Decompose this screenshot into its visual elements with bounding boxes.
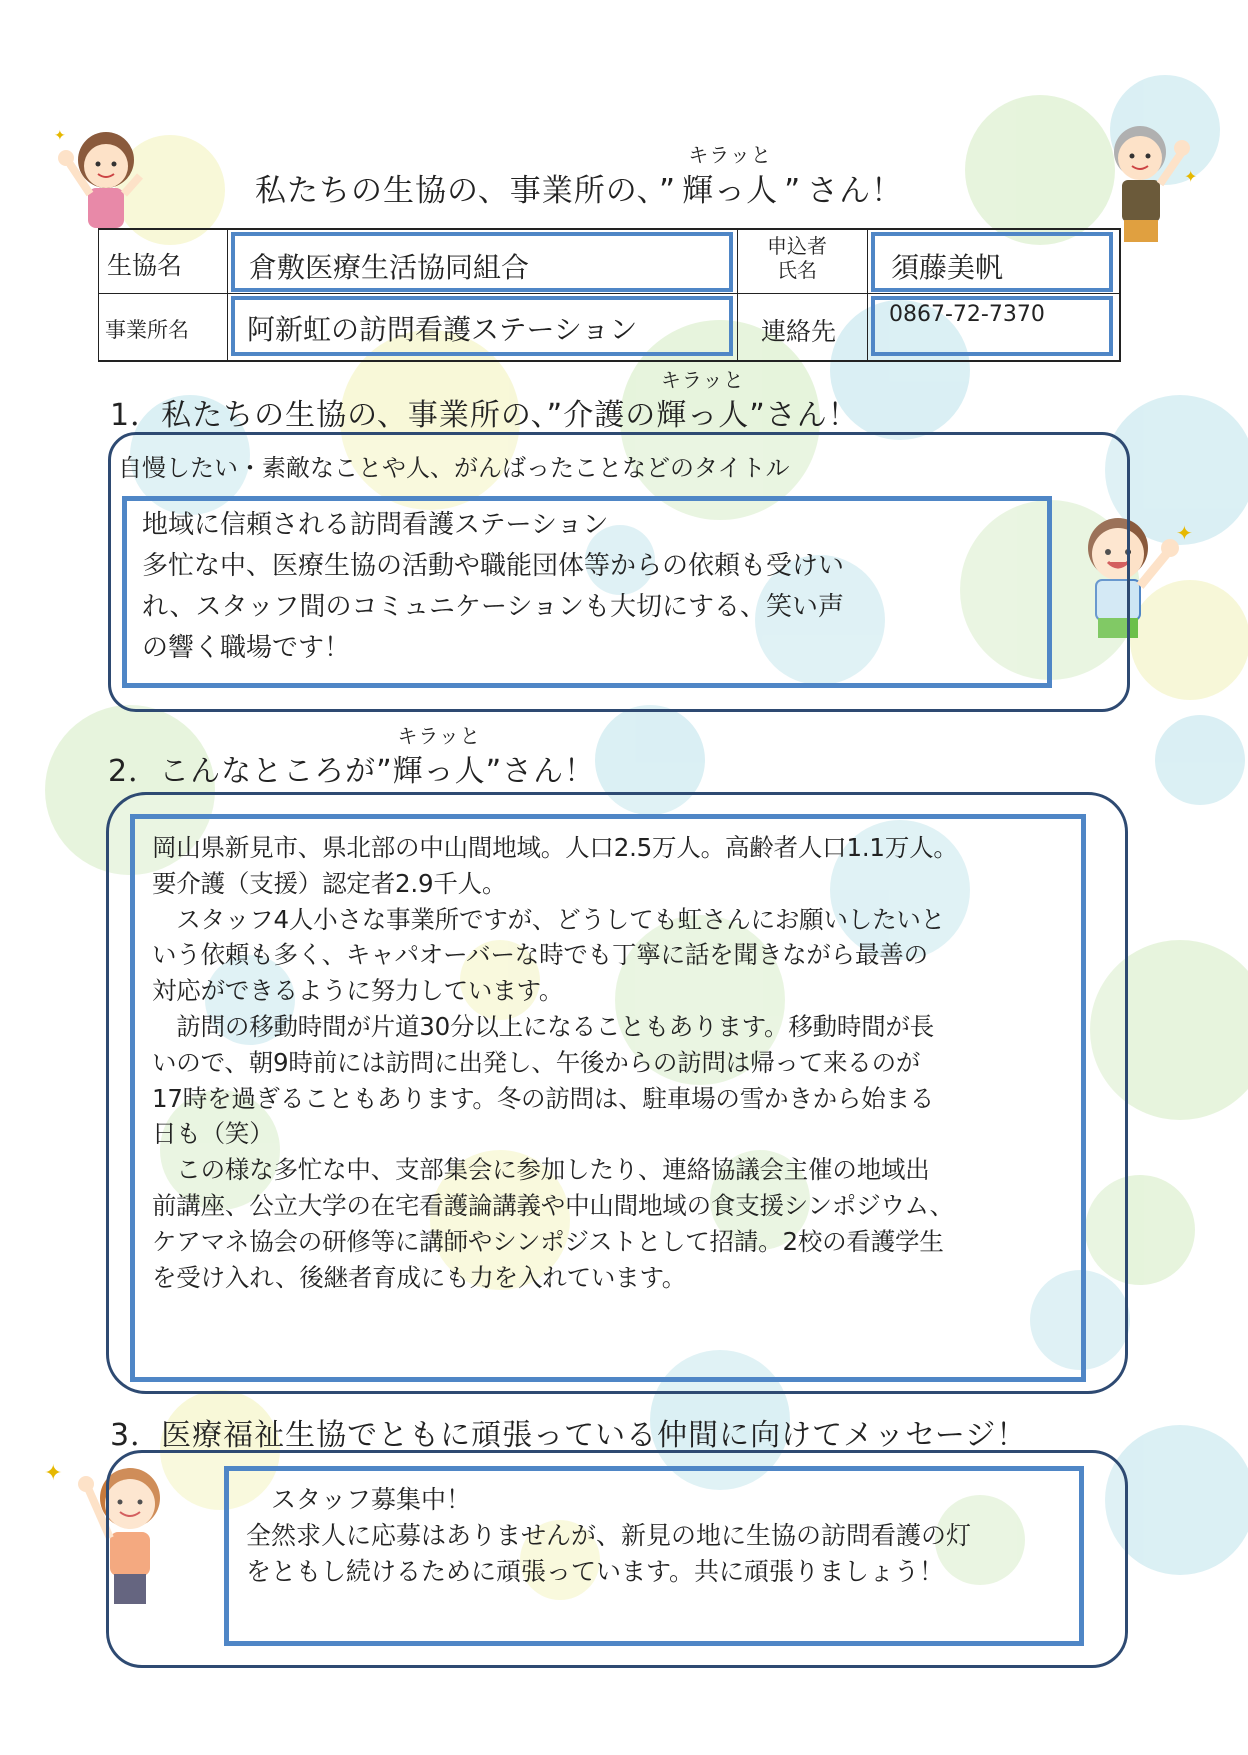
- applicant-info-table: [98, 228, 1121, 362]
- applicant-name-value: 須藤美帆: [891, 251, 1004, 284]
- ruby-annotation: キラッと: [397, 724, 481, 748]
- page-title: 私たちの生協の、事業所の、 ” キラッと 輝っ人 ” さん！: [255, 165, 903, 210]
- svg-text:✦: ✦: [1176, 521, 1193, 545]
- office-name-value: 阿新虹の訪問看護ステーション: [247, 313, 638, 346]
- section1-prompt: 自慢したい・素敵なことや人、がんばったことなどのタイトル: [118, 454, 790, 482]
- svg-text:✦: ✦: [1184, 167, 1198, 186]
- section1-answer-text: 地域に信頼される訪問看護ステーション 多忙な中、医療生協の活動や職能団体等からの依頼も受けい れ、スタッフ間のコミュニケーションも大切にする、笑い声 の響く職場です！: [142, 510, 845, 663]
- ruby-annotation: キラッと: [660, 368, 745, 392]
- section1-heading: 1．私たちの生協の、事業所の、”介護の キラッと 輝っ人”さん！: [110, 390, 859, 434]
- section3-answer-text: スタッフ募集中！ 全然求人に応募はありませんが、新見の地に生協の訪問看護の灯 をともし続けるために頑張っています。共に頑張りましょう！: [246, 1485, 972, 1586]
- contact-value: 0867-72-7370: [889, 302, 1045, 327]
- coop-name-label: 生協名: [107, 251, 183, 280]
- section2-heading: 2．こんなところが” キラッと 輝っ人”さん！: [108, 746, 595, 790]
- office-name-label: 事業所名: [105, 318, 189, 342]
- svg-text:✦: ✦: [44, 1461, 63, 1486]
- applicant-label: 申込者 氏名: [767, 234, 827, 282]
- section3-heading: 3．医療福祉生協でともに頑張っている仲間に向けてメッセージ！: [110, 1418, 1028, 1453]
- coop-name-value: 倉敷医療生活協同組合: [249, 251, 530, 284]
- section2-answer-text: 岡山県新見市、県北部の中山間地域。人口2.5万人。高齢者人口1.1万人。 要介護（支援）認定者2.9千人。 スタッフ4人小さな事業所ですが、どうしても虹さんにお願いしたいと いう依頼も多く、キャパオーバーな時でも丁寧に話を聞きながら最善の 対応ができるように努力しています。 訪問の移動時間が片道30分以上になることもあります。移動時間が長 いので、朝9時前には訪問に出発し、午後からの訪問は帰って来るのが 17時を過ぎることもあります。冬の訪問は、駐車場の雪かきから始まる 日も（笑） この様な多忙な中、支部集会に参加したり、連絡協議会主催の地域出 前講座、公立大学の在宅看護論講義や中山間地域の食支援シンポジウム、 ケアマネ協会の研修等に講師やシンポジストとして招請。2校の看護学生 を受け入れ、後継者育成にも力を入れています。: [152, 833, 958, 1292]
- contact-label: 連絡先: [761, 317, 837, 346]
- ruby-annotation: キラッと: [688, 143, 772, 167]
- svg-text:✦: ✦: [54, 128, 66, 144]
